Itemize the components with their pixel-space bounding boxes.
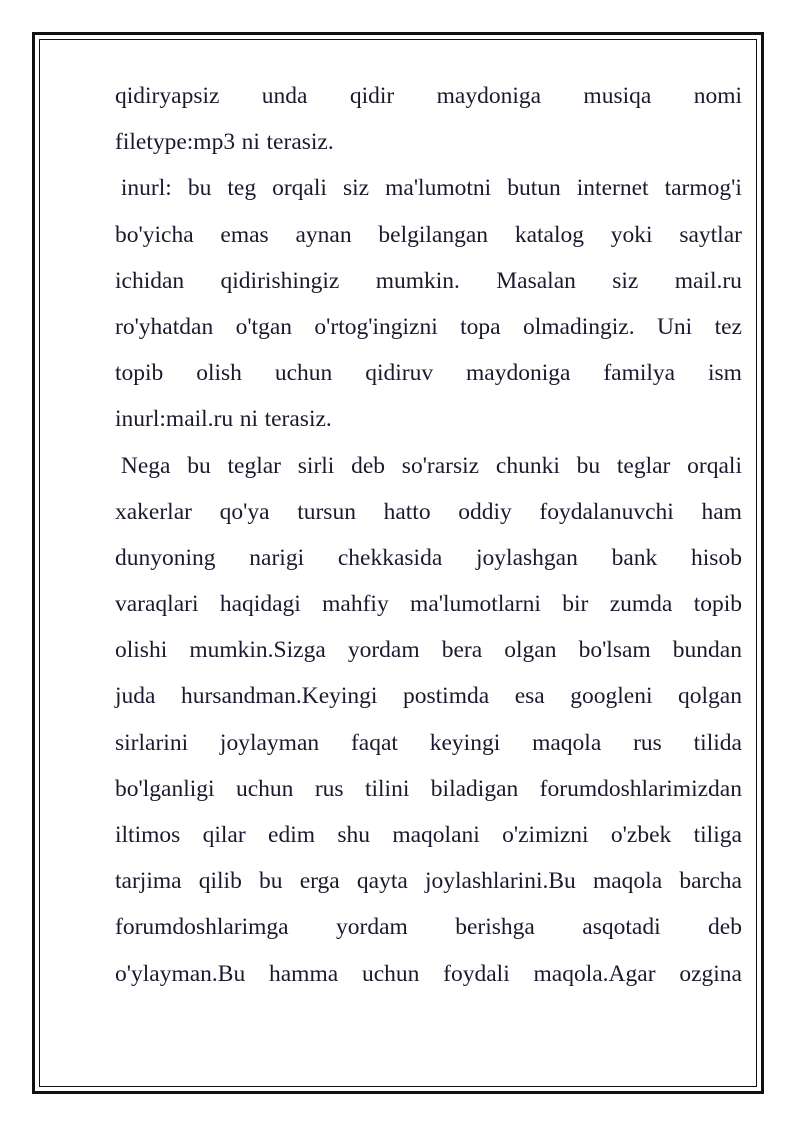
word: maqola [592,868,663,895]
word: keyingi [429,729,501,756]
word: yordam [336,914,408,941]
word: topa [460,313,501,340]
word: qayta [356,868,408,895]
word: internet [576,175,649,202]
word: Uni [656,313,693,340]
word: narigi [249,544,305,571]
word: tez [714,313,742,340]
word: forumdoshlarimga [115,914,289,941]
word: xakerlar [115,498,192,525]
word: uchun [361,960,420,987]
word: tarjima [115,868,182,895]
word: qidir [349,83,395,109]
word: uchun [235,775,294,802]
word: hamma [268,960,339,987]
word: joylashlarini.Bu [425,868,576,895]
word: tarmog'i [664,175,742,202]
word: ichidan [115,267,185,294]
word: tilini [364,775,410,802]
word: aynan [295,221,352,248]
word: biladigan [430,775,519,802]
word: qo'ya [219,498,270,525]
word: terasiz. [266,129,334,156]
word: maqola.Agar [533,960,656,987]
word: ham [701,498,742,525]
word: orqali [687,452,742,479]
word: yoki [610,221,653,248]
text-line [115,489,742,535]
word: olmadingiz. [522,313,635,340]
word: maydoniga [436,83,542,109]
word: ni [241,129,260,156]
text-line [115,119,742,165]
word: musiqa [583,83,652,109]
word: foydalanuvchi [539,498,674,525]
word: olgan [504,637,557,664]
word: qidiryapsiz [115,83,220,109]
word: hursandman.Keyingi [181,683,378,710]
word: juda [115,683,156,710]
word: deb [708,914,742,941]
word: iltimos [115,822,181,848]
word: mail.ru [674,267,742,294]
word: mumkin. [375,267,460,294]
word: edim [268,822,316,848]
text-line [115,212,742,258]
text-line [115,812,742,858]
word: sirli [297,452,335,479]
word: teg [227,175,257,202]
word: olishi [115,637,168,664]
word: qidiruv [365,360,434,387]
text-line [115,396,742,442]
word: o'ylayman.Bu [115,960,246,987]
word: qidirishingiz [220,267,340,294]
word: chunki [495,452,560,479]
word: tiliga [693,822,742,848]
word: belgilangan [378,221,489,248]
word: katalog [514,221,584,248]
document-body [115,73,742,997]
text-line [115,673,742,719]
word: inurl: [115,175,172,202]
word: siz [342,175,370,202]
word: emas [220,221,269,248]
word: ism [708,360,742,387]
text-line [115,627,742,673]
word: teglar [616,452,671,479]
word: o'zimizni [502,822,589,848]
word: ozgina [679,960,742,987]
word: bu [259,868,283,895]
word: Masalan [496,267,576,294]
text-line [115,720,742,766]
word: maydoniga [465,360,571,387]
word: ma'lumotni [385,175,492,202]
word: erga [299,868,340,895]
word: qolgan [678,683,742,710]
word: yordam [347,637,420,664]
word: qilib [198,868,242,895]
word: rus [633,729,662,756]
word: berishga [455,914,535,941]
word: postimda [402,683,490,710]
word: haqidagi [219,591,301,618]
word: barcha [679,868,742,895]
word: bo'yicha [115,221,194,248]
text-line [115,904,742,950]
word: hisob [691,544,742,571]
text-line [115,350,742,396]
word: uchun [274,360,333,387]
word: saytlar [679,221,742,248]
word: shu [337,822,371,848]
word: foydali [443,960,510,987]
word: joylayman [219,729,320,756]
word: siz [612,267,639,294]
text-line [115,581,742,627]
word: bu [187,175,212,202]
word: forumdoshlarimizdan [539,775,742,802]
word: tursun [297,498,356,525]
word: topib [115,360,164,387]
word: unda [261,83,308,109]
text-line [115,165,742,211]
word: zumda [609,591,673,618]
word: maqolani [392,822,480,848]
word: oddiy [458,498,512,525]
word: ni [239,406,258,433]
word: teglar [227,452,281,479]
word: bir [562,591,589,618]
word: bo'lsam [578,637,651,664]
word: filetype:mp3 [115,129,236,156]
word: faqat [350,729,398,756]
word: mahfiy [322,591,389,618]
word: inurl:mail.ru [115,406,234,433]
word: bu [187,452,211,479]
text-line [115,443,742,489]
word: familya [603,360,676,387]
word: deb [351,452,386,479]
word: orqali [272,175,327,202]
word: asqotadi [582,914,661,941]
text-line [115,304,742,350]
word: Nega [115,452,171,479]
word: joylashgan [476,544,578,571]
word: bo'lganligi [115,775,215,802]
word: bu [576,452,601,479]
word: o'zbek [610,822,672,848]
word: maqola [532,729,602,756]
text-line [115,858,742,904]
word: esa [514,683,545,710]
word: butun [507,175,561,202]
word: varaqlari [115,591,199,618]
word: o'tgan [235,313,293,340]
text-line [115,535,742,581]
word: olish [196,360,242,387]
word: rus [314,775,344,802]
word: sirlarini [115,729,189,756]
word: tilida [693,729,742,756]
word: dunyoning [115,544,216,571]
word: bera [441,637,483,664]
word: googleni [570,683,653,710]
text-line [115,258,742,304]
word: bank [611,544,658,571]
text-line [115,951,742,997]
word: terasiz. [264,406,332,433]
word: ro'yhatdan [115,313,214,340]
text-line [115,766,742,812]
word: chekkasida [337,544,443,571]
text-line [115,73,742,119]
word: ma'lumotlarni [410,591,541,618]
word: bundan [672,637,742,664]
word: nomi [693,83,742,109]
word: so'rarsiz [401,452,480,479]
word: qilar [202,822,246,848]
word: mumkin.Sizga [189,637,326,664]
word: o'rtog'ingizni [314,313,438,340]
word: topib [693,591,742,618]
word: hatto [383,498,431,525]
